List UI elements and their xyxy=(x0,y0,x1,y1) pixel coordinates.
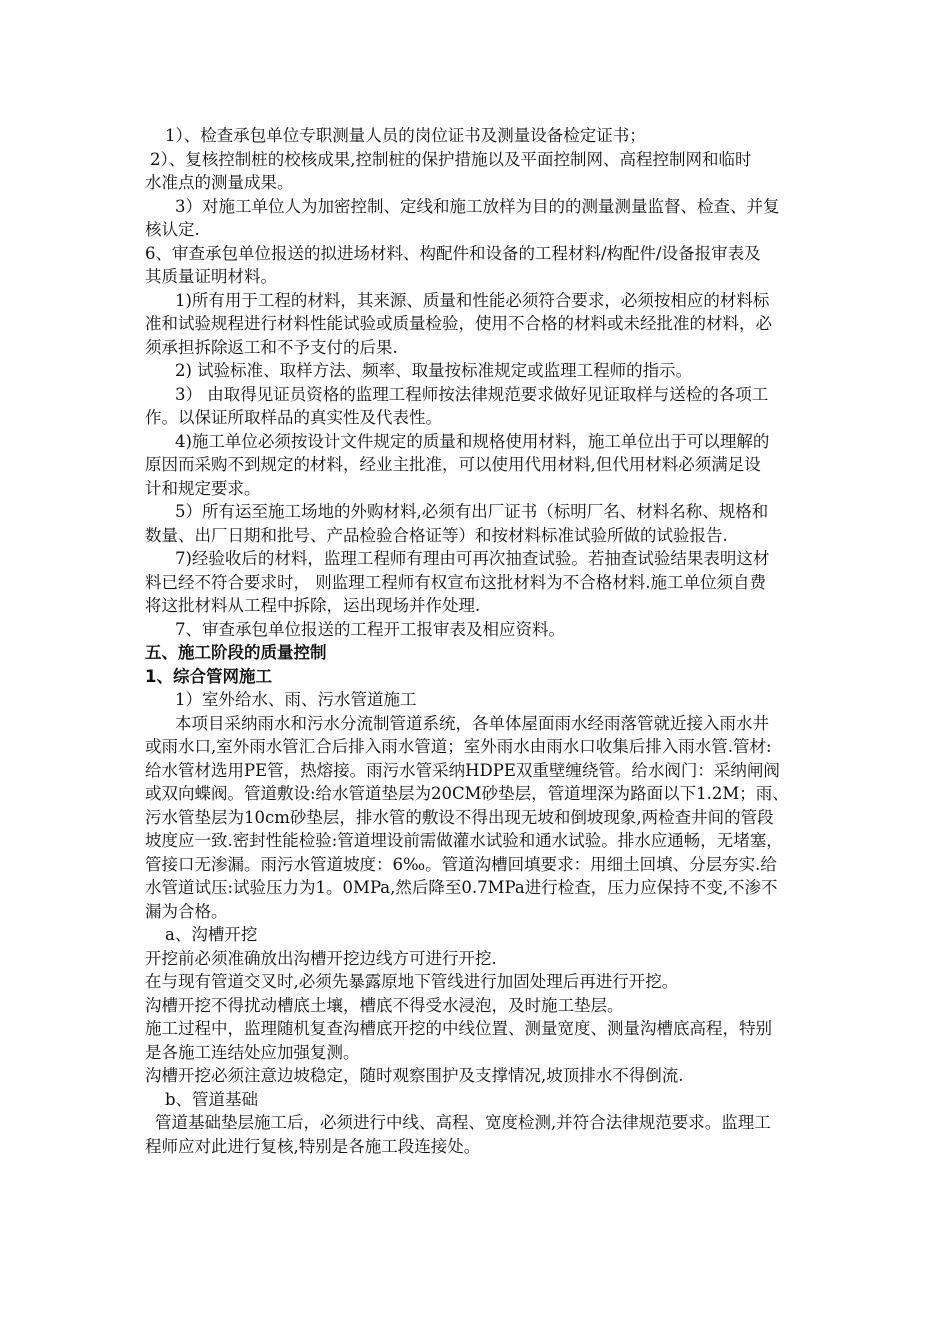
text-line: 管接口无渗漏。雨污水管道坡度：6‰。管道沟槽回填要求：用细土回填、分层夯实.给 xyxy=(145,854,777,874)
text-line: 作。以保证所取样品的真实性及代表性。 xyxy=(145,408,442,427)
text-line: 计和规定要求。 xyxy=(145,478,261,498)
text-line: 3）对施工单位人为加密控制、定线和施工放样为目的的测量测量监督、检查、并复 xyxy=(175,196,780,216)
subsection-heading: 1、综合管网施工 xyxy=(145,666,272,686)
text-line: 污水管垫层为10cm砂垫层，排水管的敷设不得出现无坡和倒坡现象,两检查井间的管段 xyxy=(145,807,774,827)
text-line: 管道基础垫层施工后，必须进行中线、高程、宽度检测,并符合法律规范要求。监理工 xyxy=(155,1113,771,1132)
text-line: 漏为合格。 xyxy=(145,901,228,921)
text-line: 沟槽开挖必须注意边坡稳定，随时观察围护及支撑情况,坡顶排水不得倒流. xyxy=(145,1066,684,1085)
text-line: 本项目采纳雨水和污水分流制管道系统，各单体屋面雨水经雨落管就近接入雨水井 xyxy=(175,713,769,733)
text-line: 其质量证明材料。 xyxy=(145,267,277,286)
text-line: 是各施工连结处应加强复测。 xyxy=(145,1042,360,1062)
text-line: 7)经验收后的材料，监理工程师有理由可再次抽查试验。若抽查试验结果表明这材 xyxy=(175,549,770,568)
text-line: 开挖前必须准确放出沟槽开挖边线方可进行开挖. xyxy=(145,948,497,968)
text-line: 准和试验规程进行材料性能试验或质量检验，使用不合格的材料或未经批准的材料，必 xyxy=(145,314,772,333)
text-line: b、管道基础 xyxy=(165,1089,259,1109)
text-line: 须承担拆除返工和不予支付的后果. xyxy=(145,337,398,357)
text-line: 坡度应一致.密封性能检验:管道埋设前需做灌水试验和通水试验。排水应通畅，无堵塞， xyxy=(145,831,783,850)
document-page xyxy=(145,124,880,1158)
text-line: 5）所有运至施工场地的外购材料,必须有出厂证书（标明厂名、材料名称、规格和 xyxy=(175,502,769,521)
text-line: 沟槽开挖不得扰动槽底土壤，槽底不得受水浸泡，及时施工垫层。 xyxy=(145,995,624,1015)
section-heading: 五、施工阶段的质量控制 xyxy=(145,643,327,662)
text-line: 7、审查承包单位报送的工程开工报审表及相应资料。 xyxy=(175,619,565,639)
text-line: 或雨水口,室外雨水管汇合后排入雨水管道；室外雨水由雨水口收集后排入雨水管.管材: xyxy=(145,737,772,756)
text-line: 原因而采购不到规定的材料，经业主批准，可以使用代用材料,但代用材料必须满足设 xyxy=(145,455,761,474)
text-line: 2) 试验标准、取样方法、频率、取量按标准规定或监理工程师的指示。 xyxy=(175,361,693,380)
text-line: 4)施工单位必须按设计文件规定的质量和规格使用材料，施工单位出于可以理解的 xyxy=(175,431,770,451)
text-line: 水管道试压:试验压力为1。0MPa,然后降至0.7MPa进行检查，压力应保持不变,不渗不 xyxy=(145,878,778,897)
text-line: 核认定. xyxy=(145,220,200,239)
text-line: a、沟槽开挖 xyxy=(165,925,258,944)
text-line: 数量、出厂日期和批号、产品检验合格证等）和按材料标准试验所做的试验报告. xyxy=(145,525,728,545)
text-line: 程师应对此进行复核,特别是各施工段连接处。 xyxy=(145,1136,481,1156)
text-line: 或双向蝶阀。管道敷设:给水管道垫层为20CM砂垫层，管道埋深为路面以下1.2M；雨、 xyxy=(145,784,789,803)
text-line: 3） 由取得见证员资格的监理工程师按法律规范要求做好见证取样与送检的各项工 xyxy=(175,384,769,404)
text-line: 给水管材选用PE管，热熔接。雨污水管采纳HDPE双重壁缠绕管。给水阀门：采纳闸阀 xyxy=(145,760,780,780)
text-line: 2）、复核控制桩的校核成果,控制桩的保护措施以及平面控制网、高程控制网和临时 xyxy=(150,149,752,169)
text-line: 1）、检查承包单位专职测量人员的岗位证书及测量设备检定证书； xyxy=(165,126,646,145)
text-line: 水准点的测量成果。 xyxy=(145,173,294,192)
text-line: 将这批材料从工程中拆除，运出现场并作处理. xyxy=(145,596,481,615)
text-line: 在与现有管道交叉时,必须先暴露原地下管线进行加固处理后再进行开挖。 xyxy=(145,972,679,991)
text-line: 料已经不符合要求时， 则监理工程师有权宣布这批材料为不合格材料.施工单位须自费 xyxy=(145,572,766,592)
text-line: 施工过程中，监理随机复查沟槽底开挖的中线位置、测量宽度、测量沟槽底高程，特别 xyxy=(145,1019,772,1038)
text-line: 6、审查承包单位报送的拟进场材料、构配件和设备的工程材料/构配件/设备报审表及 xyxy=(145,243,761,263)
text-line: 1)所有用于工程的材料，其来源、质量和性能必须符合要求，必须按相应的材料标 xyxy=(175,290,770,310)
text-line: 1）室外给水、雨、污水管道施工 xyxy=(175,690,417,709)
